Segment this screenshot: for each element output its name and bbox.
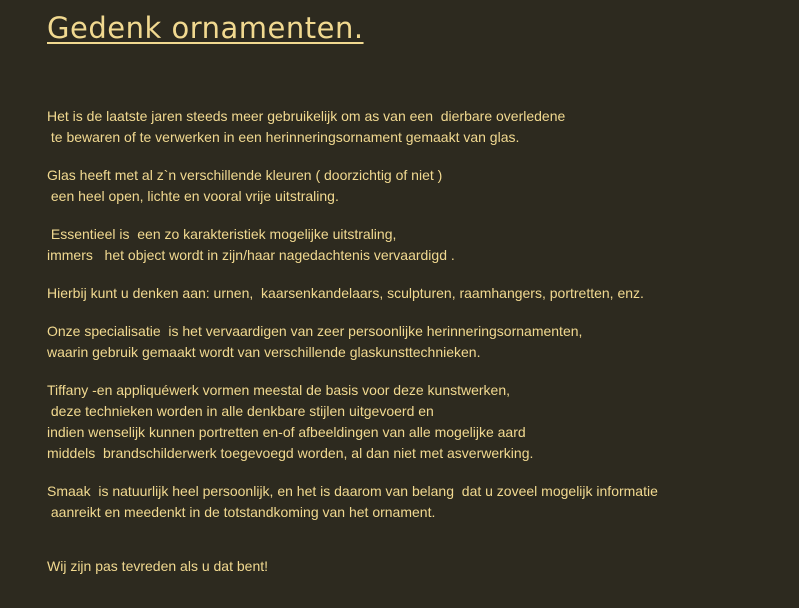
text-line: Smaak is natuurlijk heel persoonlijk, en het is daarom van belang dat u zoveel mogelijk informatie	[47, 483, 658, 499]
text-line: Tiffany -en appliquéwerk vormen meestal de basis voor deze kunstwerken,	[47, 382, 511, 398]
paragraph-glass	[47, 165, 791, 207]
text-line: middels brandschilderwerk toegevoegd worden, al dan niet met asverwerking.	[47, 445, 534, 461]
paragraph-specialisation	[47, 321, 791, 363]
paragraph-taste	[47, 481, 791, 523]
text-line: aanreikt en meedenkt in de totstandkoming van het ornament.	[47, 504, 436, 520]
paragraph-examples	[47, 283, 791, 304]
text-line: indien wenselijk kunnen portretten en-of afbeeldingen van alle mogelijke aard	[47, 424, 526, 440]
text-line: deze technieken worden in alle denkbare stijlen uitgevoerd en	[47, 403, 434, 419]
text-line: Wij zijn pas tevreden als u dat bent!	[47, 558, 269, 574]
text-line: Essentieel is een zo karakteristiek mogelijke uitstraling,	[47, 226, 397, 242]
page-title: Gedenk ornamenten.	[47, 11, 364, 45]
paragraph-essential	[47, 224, 791, 266]
paragraph-intro	[47, 106, 791, 148]
paragraph-closing	[47, 556, 791, 577]
text-line: immers het object wordt in zijn/haar nagedachtenis vervaardigd .	[47, 247, 455, 263]
text-line: Glas heeft met al z`n verschillende kleuren ( doorzichtig of niet )	[47, 167, 443, 183]
text-line: waarin gebruik gemaakt wordt van verschillende glaskunsttechnieken.	[47, 344, 481, 360]
text-line: Onze specialisatie is het vervaardigen van zeer persoonlijke herinneringsornamenten,	[47, 323, 583, 339]
text-line: Het is de laatste jaren steeds meer gebruikelijk om as van een dierbare overledene	[47, 108, 566, 124]
paragraph-techniques	[47, 380, 791, 464]
text-line: Hierbij kunt u denken aan: urnen, kaarsenkandelaars, sculpturen, raamhangers, portretten, enz.	[47, 285, 644, 301]
text-line: een heel open, lichte en vooral vrije uitstraling.	[47, 188, 339, 204]
body-text	[47, 106, 791, 577]
text-line: te bewaren of te verwerken in een herinneringsornament gemaakt van glas.	[47, 129, 520, 145]
